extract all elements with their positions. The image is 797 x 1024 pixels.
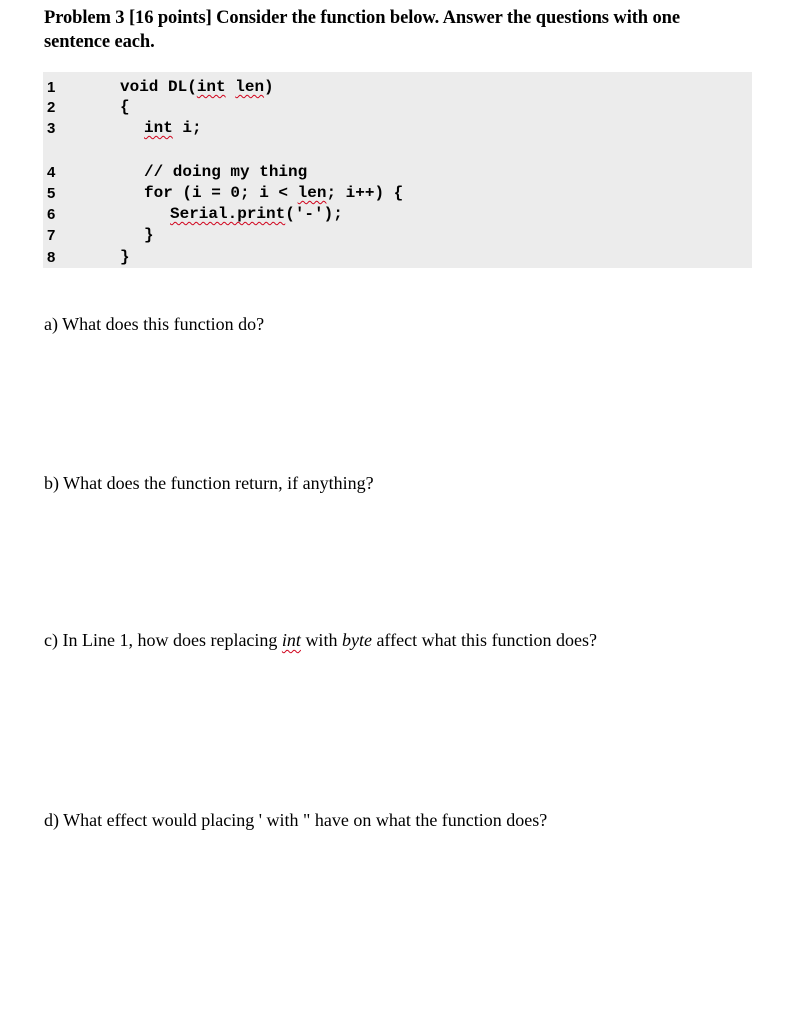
code-line-6 <box>43 204 752 225</box>
spellcheck-token: len <box>297 184 327 202</box>
code-line-3 <box>43 118 752 139</box>
question-d: d) What effect would placing ' with " have on what the function does? <box>44 810 548 830</box>
problem-title-line-1: Problem 3 [16 points] Consider the function below. Answer the questions with one <box>44 8 680 28</box>
code-line-8 <box>43 247 752 268</box>
question-c-middle: with <box>300 630 342 650</box>
problem-heading <box>44 6 764 54</box>
code-block <box>43 72 752 268</box>
code-text: { <box>120 98 130 116</box>
line-number: 8 <box>47 249 56 266</box>
code-line-2 <box>43 97 752 118</box>
code-text <box>170 204 343 225</box>
code-token: ; i++) { <box>326 184 404 202</box>
spellcheck-token: Serial.print <box>170 205 286 223</box>
code-comment: // doing my thing <box>144 163 308 181</box>
code-line-1 <box>43 77 752 98</box>
code-text <box>120 77 274 98</box>
code-token: ) <box>264 78 274 96</box>
line-number: 7 <box>47 227 56 244</box>
code-token: i; <box>172 119 202 137</box>
code-token: void DL( <box>120 78 197 96</box>
question-c-prefix: c) In Line 1, how does replacing <box>44 630 282 650</box>
code-line-7 <box>43 225 752 246</box>
line-number: 3 <box>47 120 56 137</box>
line-number: 4 <box>47 164 56 181</box>
question-c-keyword: byte <box>341 630 372 650</box>
code-text <box>144 118 202 139</box>
code-token: for (i = 0; i < <box>144 184 298 202</box>
spellcheck-token: int <box>281 630 301 650</box>
question-a: a) What does this function do? <box>44 314 265 334</box>
code-text <box>144 183 403 204</box>
line-number: 2 <box>47 99 56 116</box>
code-line-5 <box>43 183 752 204</box>
problem-title-line-2: sentence each. <box>44 32 155 52</box>
question-c <box>44 629 597 651</box>
code-token: ('-'); <box>285 205 343 223</box>
question-c-suffix: affect what this function does? <box>371 630 598 650</box>
code-text: } <box>120 248 130 266</box>
spellcheck-token: len <box>235 78 265 96</box>
code-line-4 <box>43 162 752 183</box>
question-b: b) What does the function return, if anything? <box>44 473 374 493</box>
code-text: } <box>144 226 154 244</box>
spellcheck-token: int <box>196 78 226 96</box>
line-number: 1 <box>47 79 56 96</box>
spellcheck-token: int <box>144 119 173 137</box>
line-number: 6 <box>47 206 56 223</box>
code-token <box>226 78 236 96</box>
line-number: 5 <box>47 185 56 202</box>
